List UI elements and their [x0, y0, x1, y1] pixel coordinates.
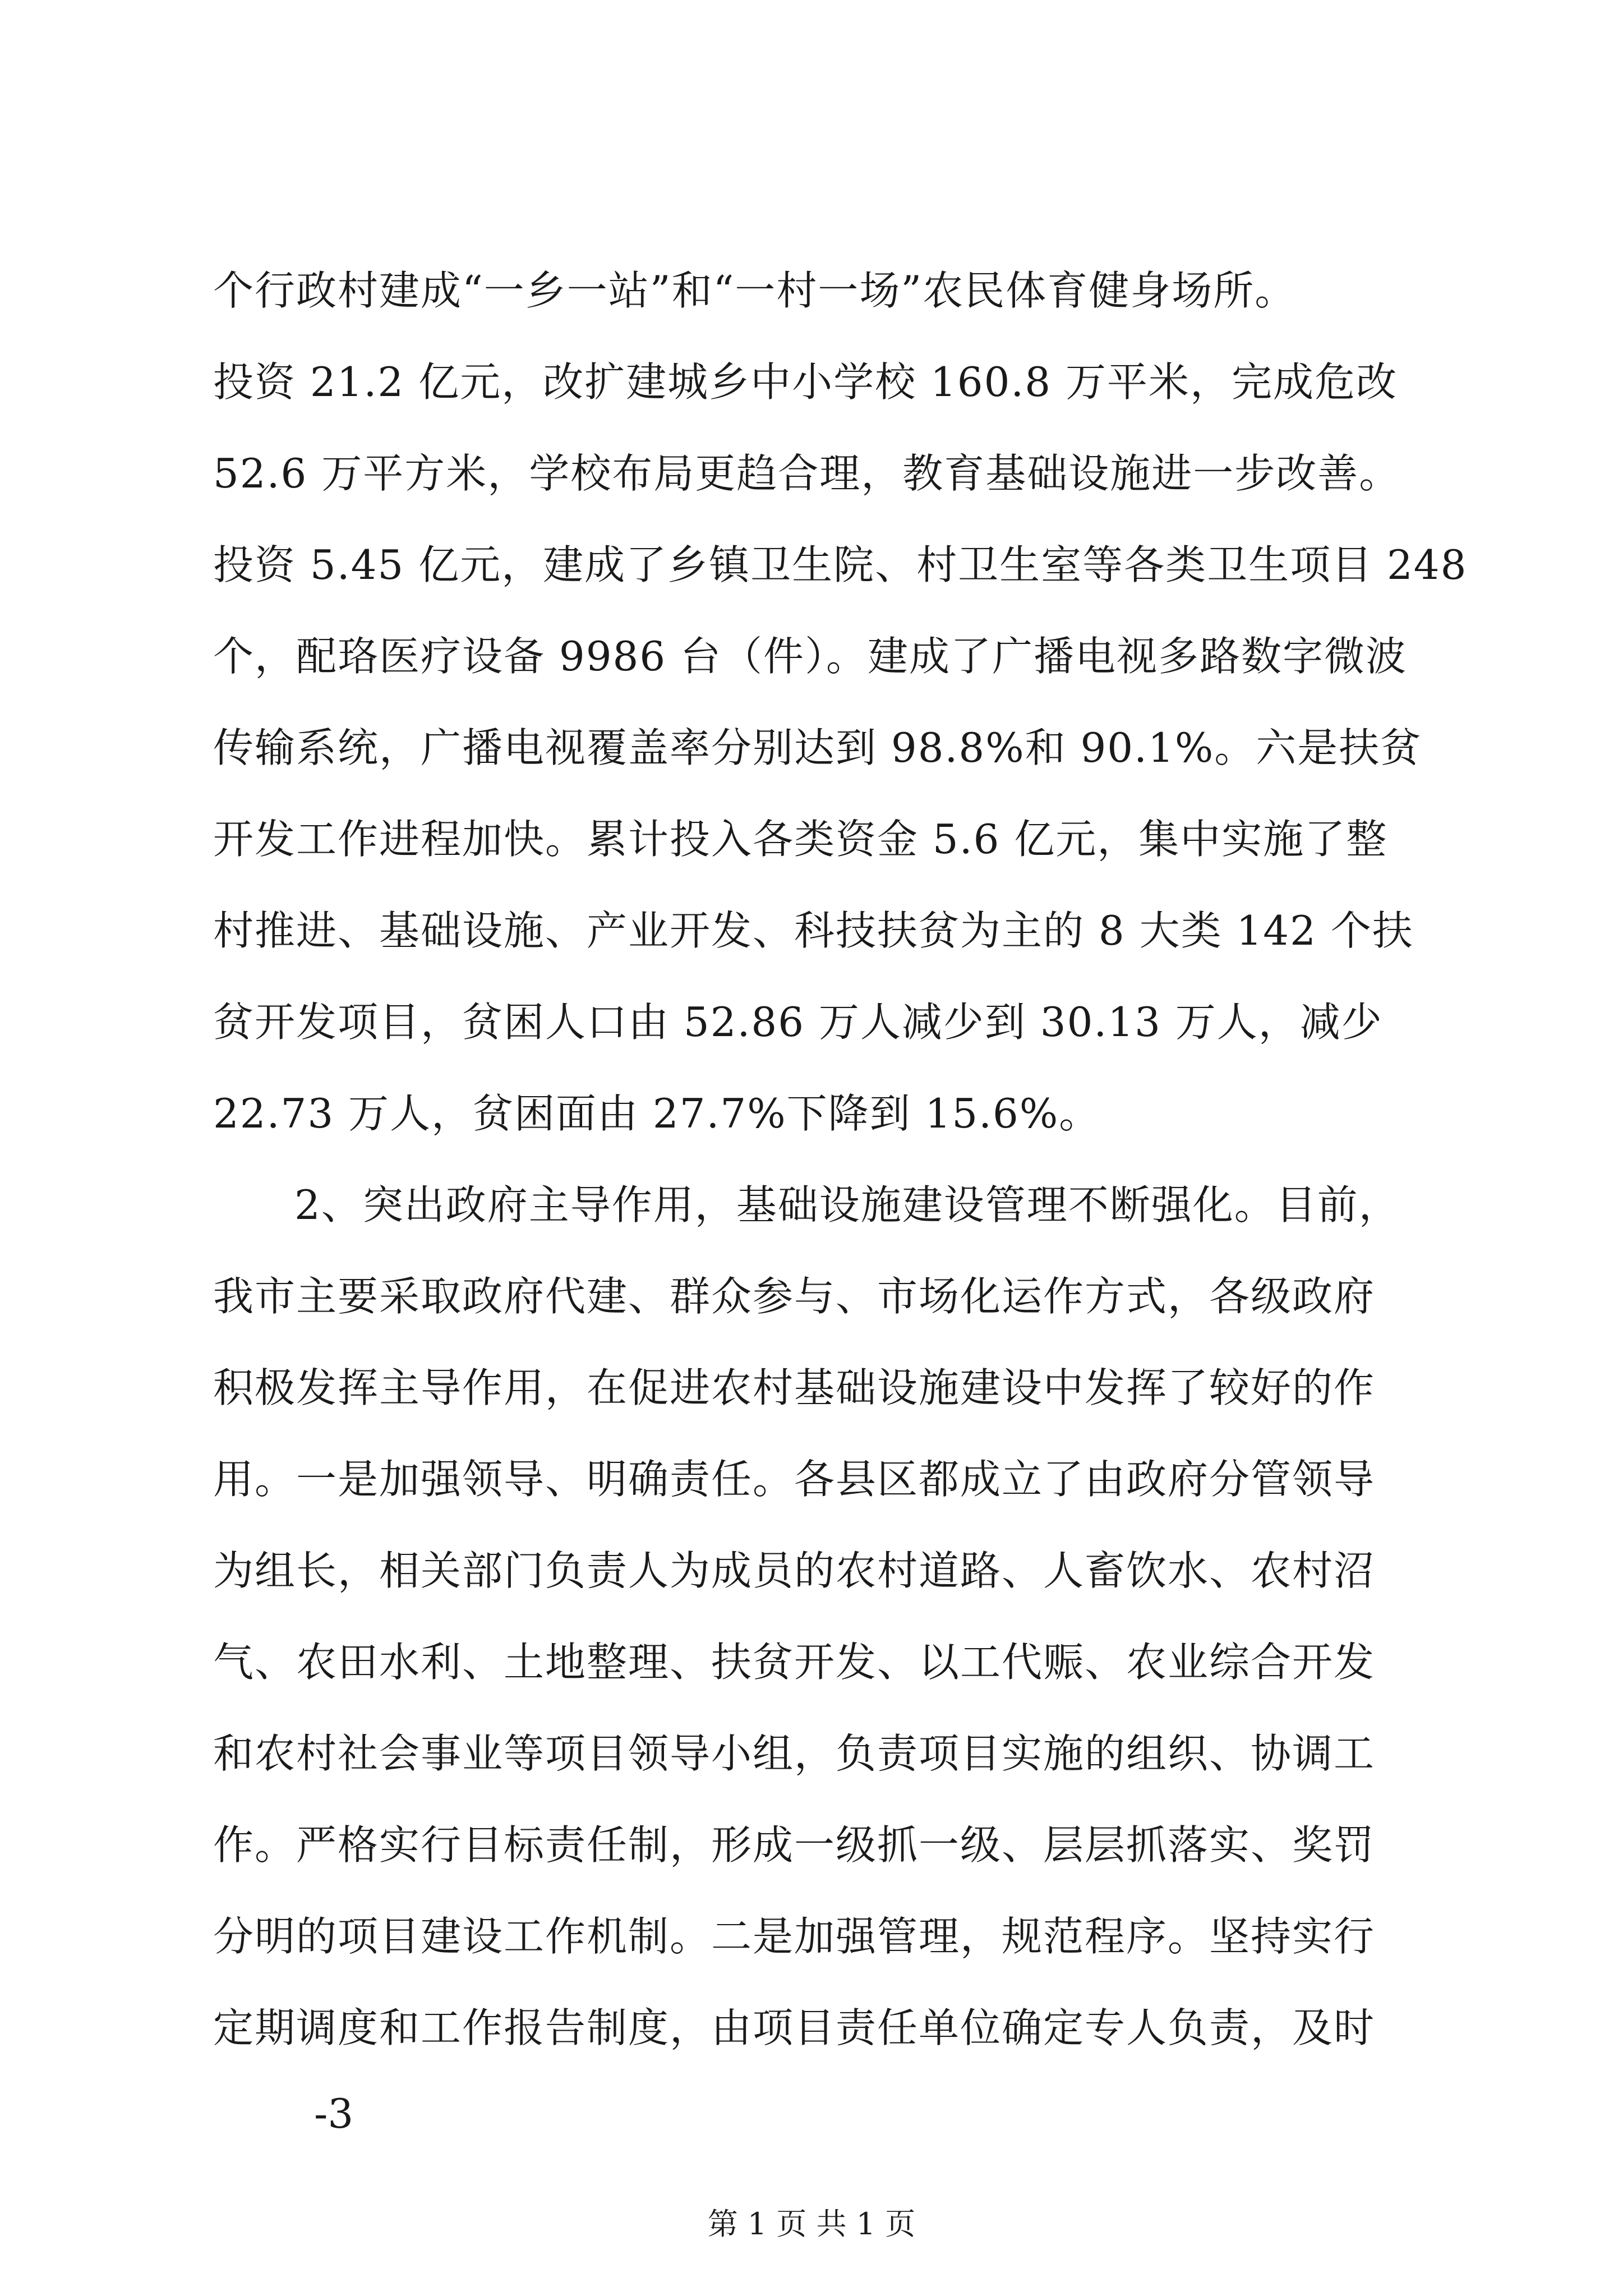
body-line: 和农村社会事业等项目领导小组，负责项目实施的组织、协调工 — [213, 1730, 1376, 1777]
body-line: 开发工作进程加快。累计投入各类资金 5.6 亿元，集中实施了整 — [213, 816, 1388, 863]
body-line: 作。严格实行目标责任制，形成一级抓一级、层层抓落实、奖罚 — [213, 1821, 1376, 1869]
page-footer: 第 1 页 共 1 页 — [707, 2206, 916, 2242]
body-line: 积极发挥主导作用，在促进农村基础设施建设中发挥了较好的作 — [213, 1364, 1376, 1411]
body-line: 为组长，相关部门负责人为成员的农村道路、人畜饮水、农村沼 — [213, 1547, 1376, 1594]
paragraph-start-line: 2、突出政府主导作用，基础设施建设管理不断强化。目前， — [294, 1181, 1400, 1228]
body-line: 投资 5.45 亿元，建成了乡镇卫生院、村卫生室等各类卫生项目 248 — [213, 541, 1468, 588]
body-line: 投资 21.2 亿元，改扩建城乡中小学校 160.8 万平米，完成危改 — [213, 358, 1398, 406]
body-line: 传输系统，广播电视覆盖率分别达到 98.8%和 90.1%。六是扶贫 — [213, 724, 1422, 771]
body-line: 个，配珞医疗设备 9986 台（件）。建成了广播电视多路数字微波 — [213, 633, 1408, 680]
body-line: 村推进、基础设施、产业开发、科技扶贫为主的 8 大类 142 个扶 — [213, 907, 1414, 954]
body-line: 分明的项目建设工作机制。二是加强管理，规范程序。坚持实行 — [213, 1913, 1376, 1960]
body-line: 用。一是加强领导、明确责任。各县区都成立了由政府分管领导 — [213, 1456, 1376, 1503]
page-marker: -3 — [314, 2090, 354, 2137]
body-line: 22.73 万人，贫困面由 27.7%下降到 15.6%。 — [213, 1090, 1101, 1137]
body-line: 定期调度和工作报告制度，由项目责任单位确定专人负责，及时 — [213, 2004, 1376, 2051]
body-line: 52.6 万平方米，学校布局更趋合理，教育基础设施进一步改善。 — [213, 450, 1401, 497]
body-line: 气、农田水利、土地整理、扶贫开发、以工代赈、农业综合开发 — [213, 1639, 1376, 1686]
body-line: 个行政村建成“一乡一站”和“一村一场”农民体育健身场所。 — [213, 267, 1297, 314]
body-line: 贫开发项目，贫困人口由 52.86 万人减少到 30.13 万人，减少 — [213, 999, 1383, 1046]
body-line: 我市主要采取政府代建、群众参与、市场化运作方式，各级政府 — [213, 1273, 1376, 1320]
